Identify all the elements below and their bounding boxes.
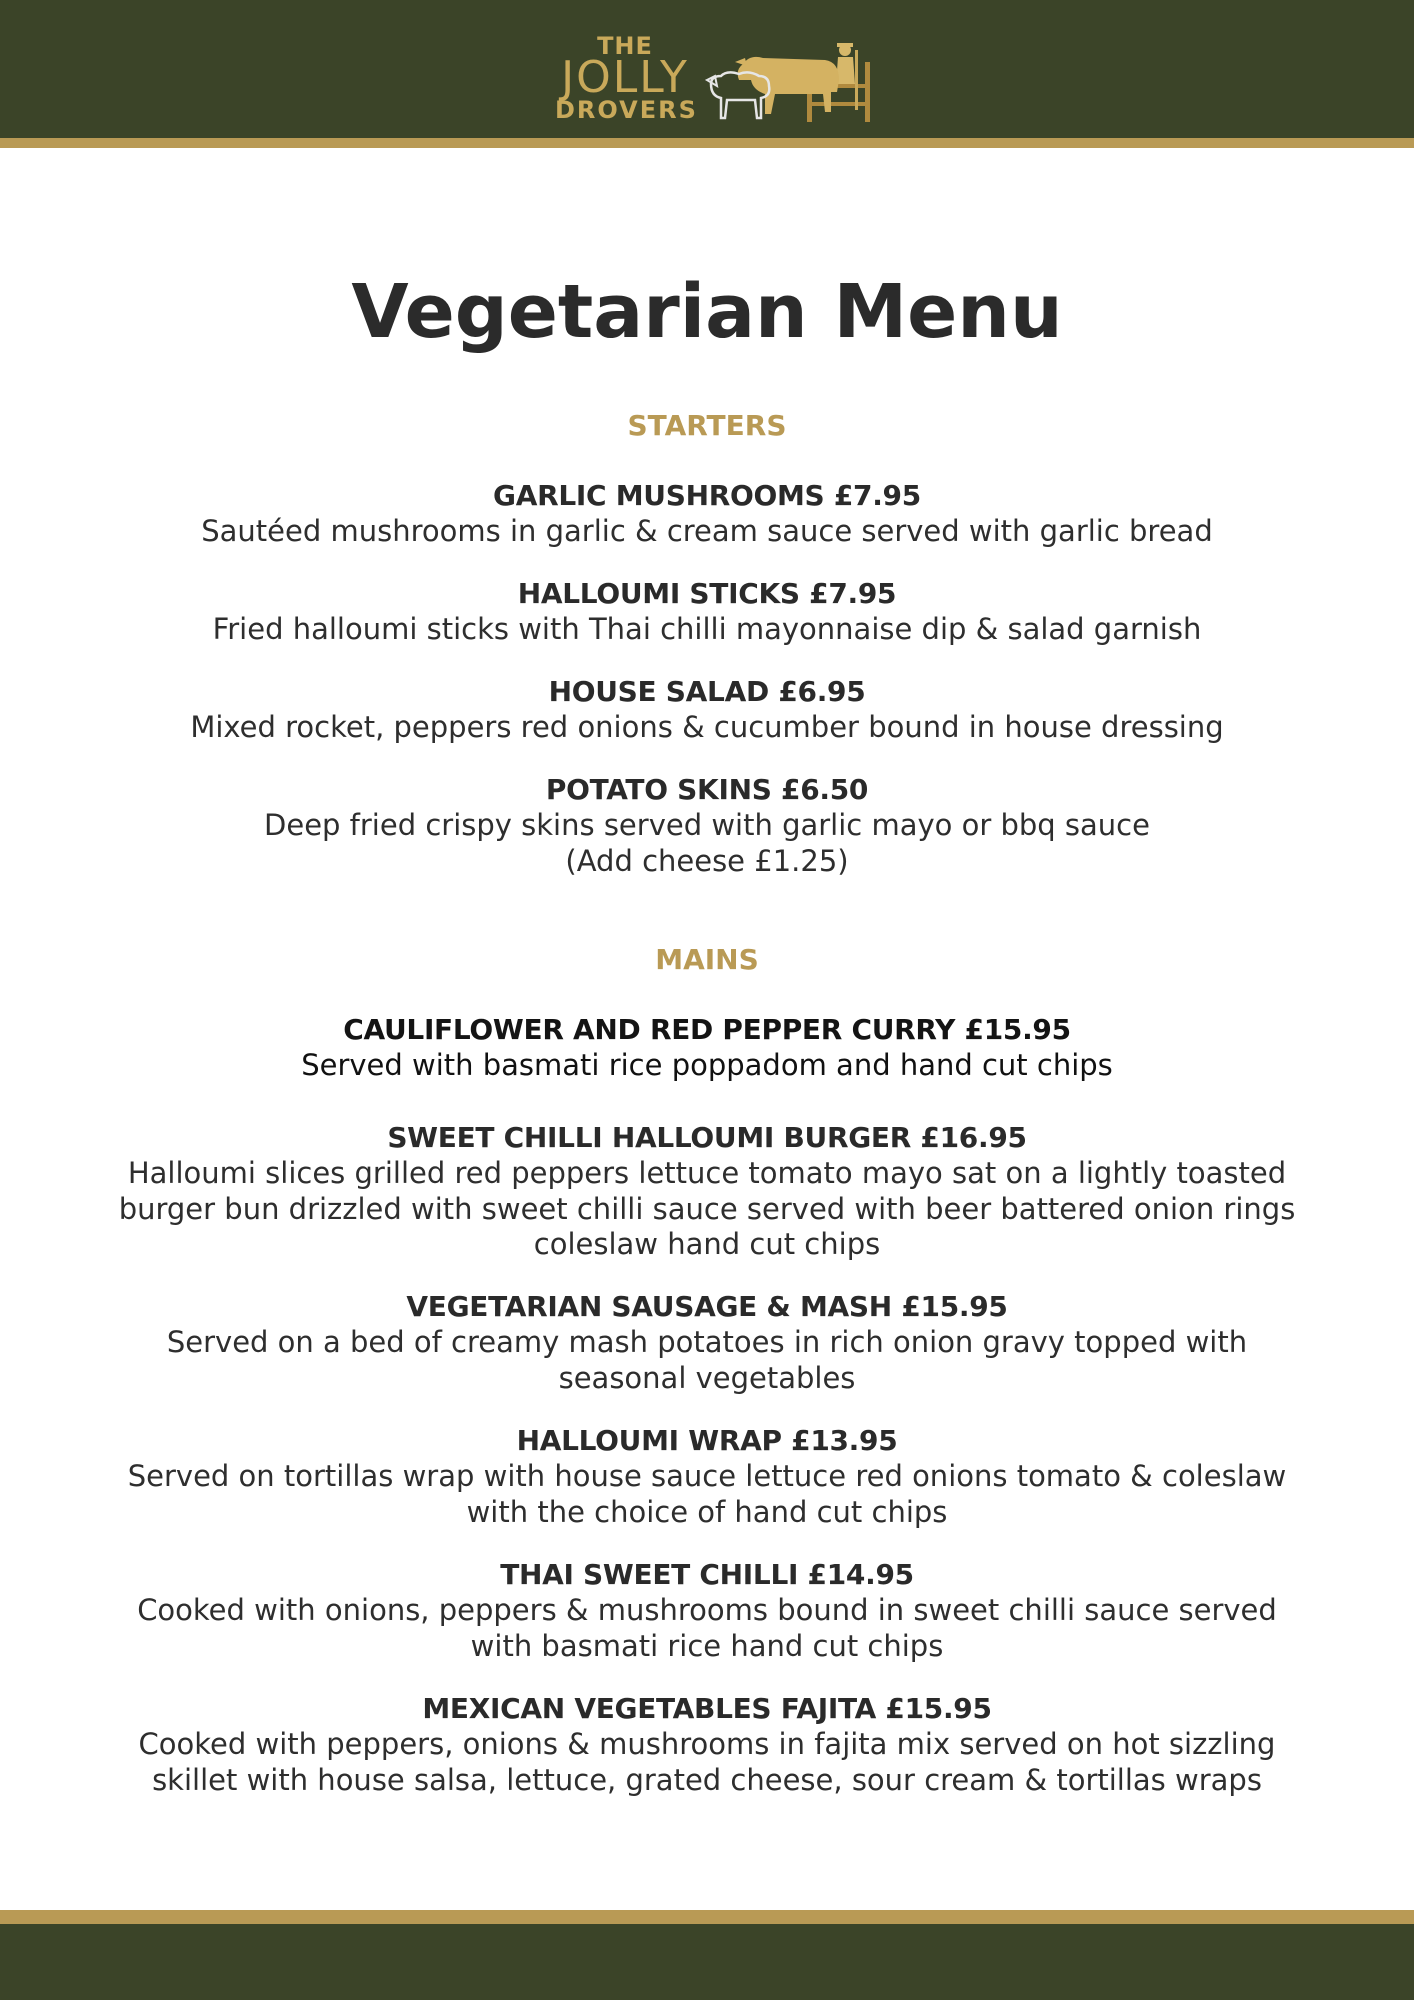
logo <box>555 26 875 126</box>
item-name: SWEET CHILLI HALLOUMI BURGER £16.95 <box>387 1121 1027 1154</box>
item-name: HOUSE SALAD £6.95 <box>548 675 866 708</box>
menu-item <box>60 1012 1354 1084</box>
item-description: Mixed rocket, peppers red onions & cucumber bound in house dressing <box>190 710 1224 744</box>
menu-item <box>60 576 1354 648</box>
logo-the: THE <box>597 32 653 60</box>
footer-bar <box>0 1924 1414 2000</box>
item-description: Cooked with peppers, onions & mushrooms in fajita mix served on hot sizzling skillet with house salsa, lettuce, grated cheese, sour cream & tortillas wraps <box>138 1727 1276 1797</box>
menu-item <box>60 478 1354 550</box>
header-bar <box>0 0 1414 138</box>
item-name: CAULIFLOWER AND RED PEPPER CURRY £15.95 <box>343 1013 1071 1046</box>
item-name: HALLOUMI STICKS £7.95 <box>517 577 897 610</box>
item-name: POTATO SKINS £6.50 <box>545 773 869 806</box>
item-description: Deep fried crispy skins served with garlic mayo or bbq sauce (Add cheese £1.25) <box>264 808 1150 878</box>
menu-item <box>60 772 1354 879</box>
item-name: THAI SWEET CHILLI £14.95 <box>500 1558 914 1591</box>
menu-item <box>60 1423 1354 1530</box>
item-name: VEGETARIAN SAUSAGE & MASH £15.95 <box>406 1290 1008 1323</box>
item-description: Served on a bed of creamy mash potatoes in rich onion gravy topped with seasonal vegetables <box>166 1325 1248 1395</box>
logo-jolly: JOLLY <box>561 52 689 103</box>
page-title: Vegetarian Menu <box>351 269 1063 355</box>
section-heading-mains: MAINS <box>655 943 759 976</box>
header-gold-stripe <box>0 138 1414 148</box>
item-description: Served with basmati rice poppadom and hand cut chips <box>301 1048 1113 1082</box>
section-heading-starters: STARTERS <box>627 409 787 442</box>
item-description: Halloumi slices grilled red peppers lettuce tomato mayo sat on a lightly toasted burger bun drizzled with sweet chilli sauce served with beer battered onion rings coleslaw hand cut chips <box>118 1156 1296 1261</box>
menu-item <box>60 1691 1354 1798</box>
item-description: Sautéed mushrooms in garlic & cream sauce served with garlic bread <box>201 514 1213 548</box>
drover-cattle-sheep-icon <box>705 40 875 130</box>
menu-item <box>60 1557 1354 1664</box>
menu-item <box>60 674 1354 746</box>
menu-item <box>60 1120 1354 1263</box>
item-description: Served on tortillas wrap with house sauce lettuce red onions tomato & coleslaw with the choice of hand cut chips <box>127 1459 1287 1529</box>
logo-drovers: DROVERS <box>555 96 698 124</box>
item-name: MEXICAN VEGETABLES FAJITA £15.95 <box>422 1692 992 1725</box>
menu-item <box>60 1289 1354 1396</box>
item-name: HALLOUMI WRAP £13.95 <box>516 1424 898 1457</box>
item-description: Fried halloumi sticks with Thai chilli mayonnaise dip & salad garnish <box>212 612 1202 646</box>
footer-gold-stripe <box>0 1910 1414 1924</box>
item-name: GARLIC MUSHROOMS £7.95 <box>493 479 921 512</box>
item-description: Cooked with onions, peppers & mushrooms bound in sweet chilli sauce served with basmati rice hand cut chips <box>137 1593 1277 1663</box>
